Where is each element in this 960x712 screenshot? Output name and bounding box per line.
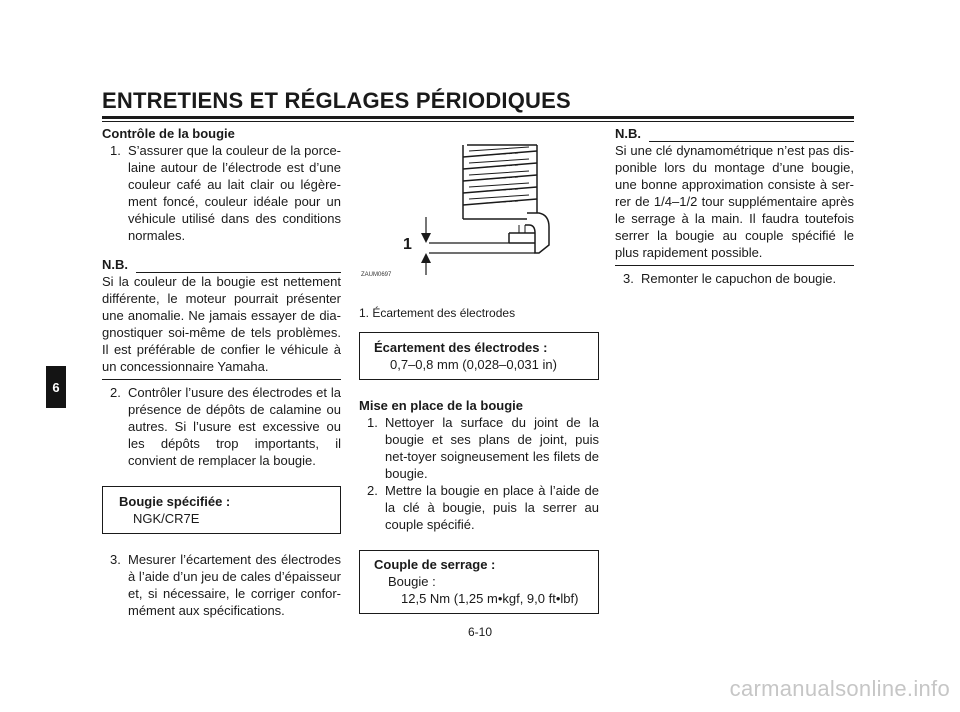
spec-box-electrode-gap bbox=[359, 332, 599, 380]
step-text: Nettoyer la surface du joint de la bougie et ses plans de joint, puis net-toyer soigneusement les filets de bougie. bbox=[385, 415, 599, 481]
spec-label: Bougie spécifiée : bbox=[119, 494, 231, 509]
note-header bbox=[615, 125, 854, 142]
step-number: 1. bbox=[367, 415, 378, 430]
step-3 bbox=[102, 551, 341, 619]
step-number: 3. bbox=[110, 552, 121, 567]
chapter-tab: 6 bbox=[46, 366, 66, 408]
section-heading-installation: Mise en place de la bougie bbox=[359, 398, 523, 413]
figure-callout: 1 bbox=[403, 236, 412, 253]
spec-value: 0,7–0,8 mm (0,028–0,031 in) bbox=[390, 357, 557, 372]
step-1 bbox=[102, 142, 341, 244]
spec-item: Bougie : bbox=[388, 574, 436, 589]
spec-value: NGK/CR7E bbox=[133, 511, 200, 526]
step-2 bbox=[102, 384, 341, 469]
step-1 bbox=[359, 414, 599, 482]
spark-plug-illustration bbox=[359, 125, 599, 297]
note-rule bbox=[649, 129, 854, 142]
step-number: 1. bbox=[110, 143, 121, 158]
note-label: N.B. bbox=[102, 257, 128, 272]
page-number: 6-10 bbox=[467, 625, 493, 639]
note-end-rule bbox=[615, 261, 854, 266]
note-end-rule bbox=[102, 375, 341, 380]
column-left bbox=[102, 125, 341, 619]
note-text: Si une clé dynamométrique n’est pas dis-ponible lors du montage d’une bougie, une bonne approximation consiste à ser-rer de 1/4–1/2 tour supplémentaire après le serrage à la main. Il faudra toutefois serrer la bougie au couple spécifié le plus rapidement possible. bbox=[615, 143, 854, 260]
spec-label: Écartement des électrodes : bbox=[374, 340, 548, 355]
column-middle bbox=[359, 125, 599, 614]
spark-plug-figure bbox=[359, 125, 599, 297]
figure-code: ZAUM0697 bbox=[361, 272, 392, 278]
step-text: Mettre la bougie en place à l’aide de la clé à bougie, puis la serrer au couple spécifié. bbox=[385, 483, 599, 532]
note-rule bbox=[136, 260, 341, 273]
step-text: S’assurer que la couleur de la porce-laine autour de l’électrode est d’une couleur café au lait clair ou légère-ment foncé, couleur idéale pour un véhicule utilisé dans des conditions normales. bbox=[128, 143, 341, 243]
spec-box-torque bbox=[359, 550, 599, 614]
step-2 bbox=[359, 482, 599, 533]
step-number: 2. bbox=[367, 483, 378, 498]
step-text: Remonter le capuchon de bougie. bbox=[641, 271, 837, 286]
note-text: Si la couleur de la bougie est nettement différente, le moteur pourrait présenter une anomalie. Ne jamais essayer de dia-gnostiquer soi-même de tels problèmes. Il est préférable de confier le véhicule à un concessionnaire Yamaha. bbox=[102, 274, 341, 374]
title-rule bbox=[102, 116, 854, 119]
step-number: 2. bbox=[110, 385, 121, 400]
step-number: 3. bbox=[623, 271, 634, 286]
step-text: Contrôler l’usure des électrodes et la présence de dépôts de calamine ou autres. Si l’usure est excessive ou les dépôts trop importants, il convient de remplacer la bougie. bbox=[128, 385, 341, 468]
spec-value: 12,5 Nm (1,25 m•kgf, 9,0 ft•lbf) bbox=[401, 591, 579, 606]
figure-caption: 1. Écartement des électrodes bbox=[359, 306, 516, 320]
column-right bbox=[615, 125, 854, 287]
section-heading-spark-plug-check: Contrôle de la bougie bbox=[102, 126, 235, 141]
note-label: N.B. bbox=[615, 126, 641, 141]
step-text: Mesurer l’écartement des électrodes à l’aide d’un jeu de cales d’épaisseur et, si nécessaire, le corriger confor-mément aux spécifications. bbox=[128, 552, 341, 618]
note-header bbox=[102, 256, 341, 273]
page-title: ENTRETIENS ET RÉGLAGES PÉRIODIQUES bbox=[102, 88, 571, 113]
step-3 bbox=[615, 270, 854, 287]
spec-label: Couple de serrage : bbox=[374, 557, 496, 572]
title-rule-thin bbox=[102, 121, 854, 122]
watermark: carmanualsonline.info bbox=[729, 676, 950, 701]
spec-box-spark-plug bbox=[102, 486, 341, 534]
